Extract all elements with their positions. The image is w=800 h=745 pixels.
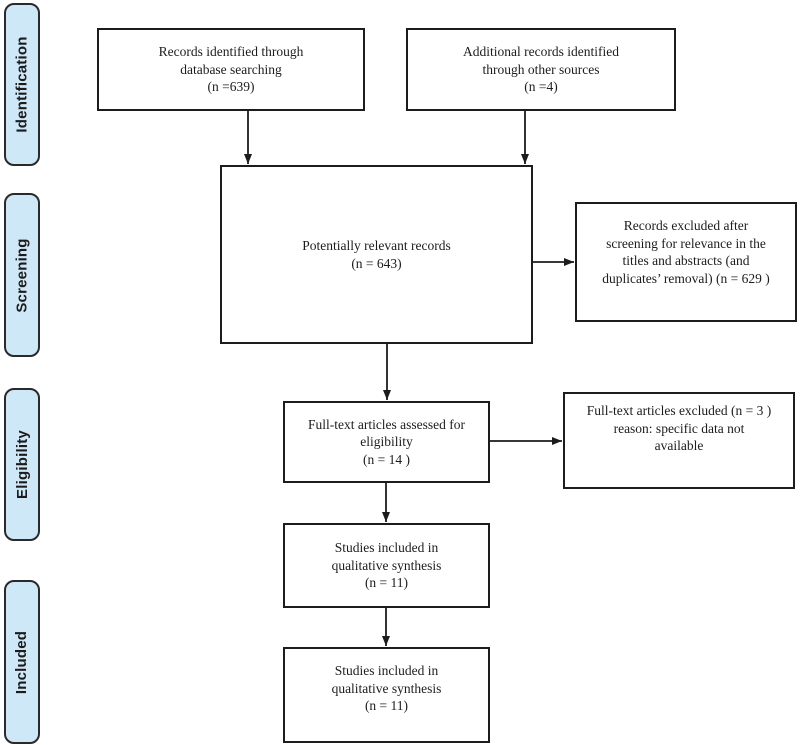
stage-identification-label: Identification — [13, 36, 31, 133]
box-text-line: reason: specific data not — [613, 420, 745, 436]
stage-screening — [4, 193, 40, 357]
box-text-line: (n =639) — [207, 79, 255, 95]
box-text-line: Studies included in — [334, 540, 439, 556]
stage-included — [4, 580, 40, 744]
box-records-identified — [97, 28, 365, 111]
box-text-line: database searching — [180, 61, 282, 77]
stage-identification — [4, 3, 40, 166]
box-text-line: eligibility — [360, 434, 413, 450]
box-potentially-relevant — [220, 165, 533, 344]
box-text-line: qualitative synthesis — [331, 680, 442, 696]
box-text-line: Full-text articles excluded (n = 3 ) — [586, 403, 772, 418]
stage-screening-label: Screening — [13, 237, 31, 313]
box-text-line: screening for relevance in the — [606, 235, 766, 251]
box-text-line: (n = 11) — [364, 698, 409, 714]
box-text-line: Records identified through — [158, 44, 304, 60]
stage-included-label: Included — [13, 630, 31, 694]
box-text-line: duplicates’ removal) (n = 629 ) — [602, 270, 770, 286]
box-fulltext-excluded — [563, 392, 795, 489]
box-additional-records — [406, 28, 676, 111]
box-text-line: available — [654, 438, 704, 454]
stage-eligibility — [4, 388, 40, 541]
box-text-line: Studies included in — [334, 663, 439, 678]
box-qualitative-synthesis-1 — [283, 523, 490, 608]
box-text-line: (n = 14 ) — [363, 451, 410, 467]
box-text-line: through other sources — [482, 61, 600, 77]
box-text-line: (n =4) — [524, 79, 558, 95]
box-text-line: (n = 643) — [351, 255, 402, 271]
box-text-line: titles and abstracts (and — [622, 253, 750, 269]
box-text-line: Additional records identified — [463, 44, 619, 60]
box-qualitative-synthesis-2 — [283, 647, 490, 743]
box-text-line: Full-text articles assessed for — [307, 416, 466, 432]
box-fulltext-assessed — [283, 401, 490, 483]
box-text-line: Potentially relevant records — [302, 237, 451, 253]
box-records-excluded — [575, 202, 797, 322]
box-text-line: qualitative synthesis — [331, 557, 442, 573]
box-text-line: Records excluded after — [623, 218, 749, 233]
box-text-line: (n = 11) — [364, 575, 409, 591]
stage-eligibility-label: Eligibility — [13, 430, 31, 499]
